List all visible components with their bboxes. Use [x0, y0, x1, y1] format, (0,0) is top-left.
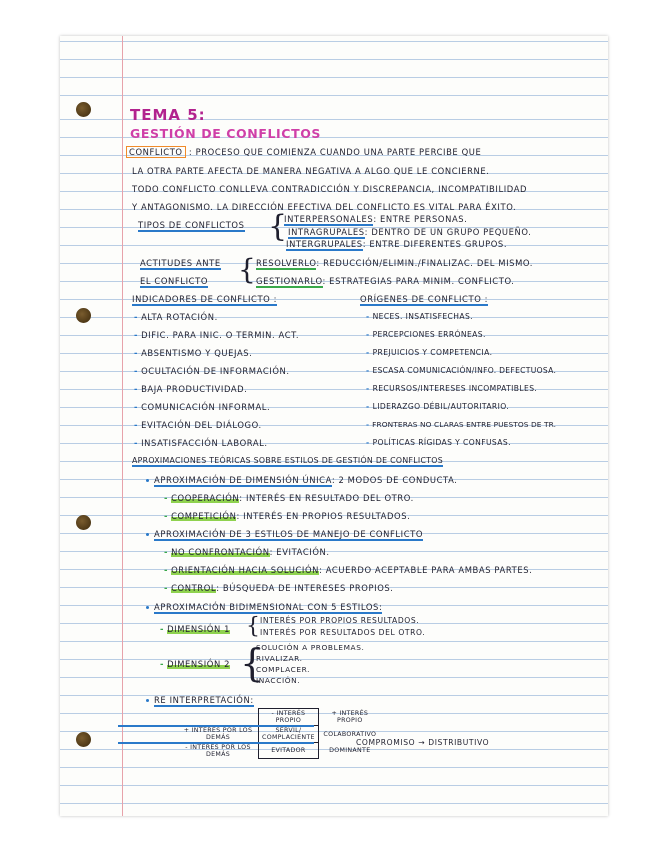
- reinterpretacion-label: RE INTERPRETACIÓN:: [146, 695, 254, 705]
- indicador-item: - EVITACIÓN DEL DIÁLOGO.: [134, 420, 262, 430]
- table-divider: [118, 725, 314, 727]
- actitud-item: GESTIONARLO: ESTRATEGIAS PARA MINIM. CONFLICTO.: [256, 276, 515, 286]
- aprox-tres-item: - ORIENTACIÓN HACIA SOLUCIÓN: ACUERDO ACEPTABLE PARA AMBAS PARTES.: [164, 565, 533, 575]
- dimension-item: INACCIÓN.: [256, 676, 301, 685]
- dimension-item: SOLUCIÓN A PROBLEMAS.: [256, 643, 365, 652]
- indicador-item: - DIFIC. PARA INIC. O TERMIN. ACT.: [134, 330, 300, 340]
- table-col-header: + INTERÉS PROPIO: [331, 710, 369, 724]
- aprox-tres: APROXIMACIÓN DE 3 ESTILOS DE MANEJO DE CONFLICTO: [146, 529, 423, 539]
- dimension-item: RIVALIZAR.: [256, 654, 303, 663]
- dimension-item: COMPLACER.: [256, 665, 311, 674]
- actitudes-label: EL CONFLICTO: [140, 276, 209, 286]
- table-col-header: - INTERÉS PROPIO: [259, 709, 319, 726]
- side-note: COMPROMISO → DISTRIBUTIVO: [356, 738, 490, 747]
- aprox-unica-item: - COOPERACIÓN: INTERÉS EN RESULTADO DEL OTRO.: [164, 493, 414, 503]
- definition-line: [126, 147, 481, 157]
- origen-item: - FRONTERAS NO CLARAS ENTRE PUESTOS DE TR.: [366, 420, 557, 429]
- dimension-1: - DIMENSIÓN 1: [160, 624, 231, 634]
- origen-item: - POLÍTICAS RÍGIDAS Y CONFUSAS.: [366, 438, 511, 447]
- definition-line: TODO CONFLICTO CONLLEVA CONTRADICCIÓN Y DISCREPANCIA, INCOMPATIBILIDAD: [132, 184, 528, 194]
- aprox-unica-item: - COMPETICIÓN: INTERÉS EN PROPIOS RESULTADOS.: [164, 511, 411, 521]
- brace-symbol: {: [238, 253, 256, 286]
- indicador-item: - ALTA ROTACIÓN.: [134, 312, 218, 322]
- indicador-item: - OCULTACIÓN DE INFORMACIÓN.: [134, 366, 290, 376]
- aprox-tres-item: - CONTROL: BÚSQUEDA DE INTERESES PROPIOS.: [164, 583, 394, 593]
- table-cell: COLABORATIVO: [323, 730, 377, 738]
- tipos-label: TIPOS DE CONFLICTOS: [138, 220, 245, 230]
- origen-item: - RECURSOS/INTERESES INCOMPATIBLES.: [366, 384, 538, 393]
- indicadores-header: INDICADORES DE CONFLICTO :: [132, 294, 278, 304]
- origen-item: - PREJUICIOS Y COMPETENCIA.: [366, 348, 493, 357]
- table-cell: DOMINANTE: [329, 747, 371, 754]
- origenes-header: ORÍGENES DE CONFLICTO :: [360, 294, 489, 304]
- dimension-item: INTERÉS POR RESULTADOS DEL OTRO.: [260, 628, 426, 637]
- tipo-item: INTRAGRUPALES: DENTRO DE UN GRUPO PEQUEÑO.: [288, 227, 532, 237]
- origen-item: - PERCEPCIONES ERRÓNEAS.: [366, 330, 486, 339]
- brace-symbol: {: [240, 641, 265, 685]
- definition-text: : PROCESO QUE COMIENZA CUANDO UNA PARTE PERCIBE QUE: [188, 147, 482, 157]
- actitud-item: RESOLVERLO: REDUCCIÓN/ELIMIN./FINALIZAC. DEL MISMO.: [256, 258, 534, 268]
- brace-symbol: {: [246, 614, 260, 639]
- binder-hole: [76, 732, 91, 747]
- aprox-bidimensional: APROXIMACIÓN BIDIMENSIONAL CON 5 ESTILOS:: [146, 602, 382, 612]
- origen-item: - LIDERAZGO DÉBIL/AUTORITARIO.: [366, 402, 510, 411]
- actitudes-label: ACTITUDES ANTE: [140, 258, 221, 268]
- origen-item: - NECES. INSATISFECHAS.: [366, 312, 473, 321]
- definition-term: CONFLICTO: [126, 146, 186, 158]
- binder-hole: [76, 308, 91, 323]
- margin-line: [122, 36, 123, 816]
- dimension-item: INTERÉS POR PROPIOS RESULTADOS.: [260, 616, 420, 625]
- definition-line: Y ANTAGONISMO. LA DIRECCIÓN EFECTIVA DEL CONFLICTO ES VITAL PARA ÉXITO.: [132, 202, 517, 212]
- definition-line: LA OTRA PARTE AFECTA DE MANERA NEGATIVA A ALGO QUE LE CONCIERNE.: [132, 166, 490, 176]
- tipo-item: INTERGRUPALES: ENTRE DIFERENTES GRUPOS.: [286, 239, 508, 249]
- indicador-item: - ABSENTISMO Y QUEJAS.: [134, 348, 253, 358]
- page-subtitle: GESTIÓN DE CONFLICTOS: [130, 126, 322, 141]
- table-row-header: + INTERÉS POR LOS DEMÁS: [183, 727, 253, 741]
- indicador-item: - INSATISFACCIÓN LABORAL.: [134, 438, 268, 448]
- aprox-tres-item: - NO CONFRONTACIÓN: EVITACIÓN.: [164, 547, 330, 557]
- binder-hole: [76, 102, 91, 117]
- dimension-2: - DIMENSIÓN 2: [160, 659, 231, 669]
- page-title: TEMA 5:: [130, 106, 206, 124]
- indicador-item: - COMUNICACIÓN INFORMAL.: [134, 402, 271, 412]
- origen-item: - ESCASA COMUNICACIÓN/INFO. DEFECTUOSA.: [366, 366, 557, 375]
- notebook-page: [60, 36, 608, 816]
- binder-hole: [76, 515, 91, 530]
- aproximaciones-header: APROXIMACIONES TEÓRICAS SOBRE ESTILOS DE GESTIÓN DE CONFLICTOS: [132, 456, 443, 465]
- table-cell: EVITADOR: [259, 743, 319, 759]
- table-divider: [118, 742, 314, 744]
- table-row-header: - INTERÉS POR LOS DEMÁS: [185, 743, 251, 758]
- tipo-item: INTERPERSONALES: ENTRE PERSONAS.: [284, 214, 468, 224]
- reinterpretacion-table: [178, 708, 381, 759]
- aprox-unica: APROXIMACIÓN DE DIMENSIÓN ÚNICA: 2 MODOS DE CONDUCTA.: [146, 475, 458, 485]
- indicador-item: - BAJA PRODUCTIVIDAD.: [134, 384, 248, 394]
- table-cell: SERVIL/ COMPLACIENTE: [259, 726, 319, 743]
- brace-symbol: {: [268, 209, 288, 244]
